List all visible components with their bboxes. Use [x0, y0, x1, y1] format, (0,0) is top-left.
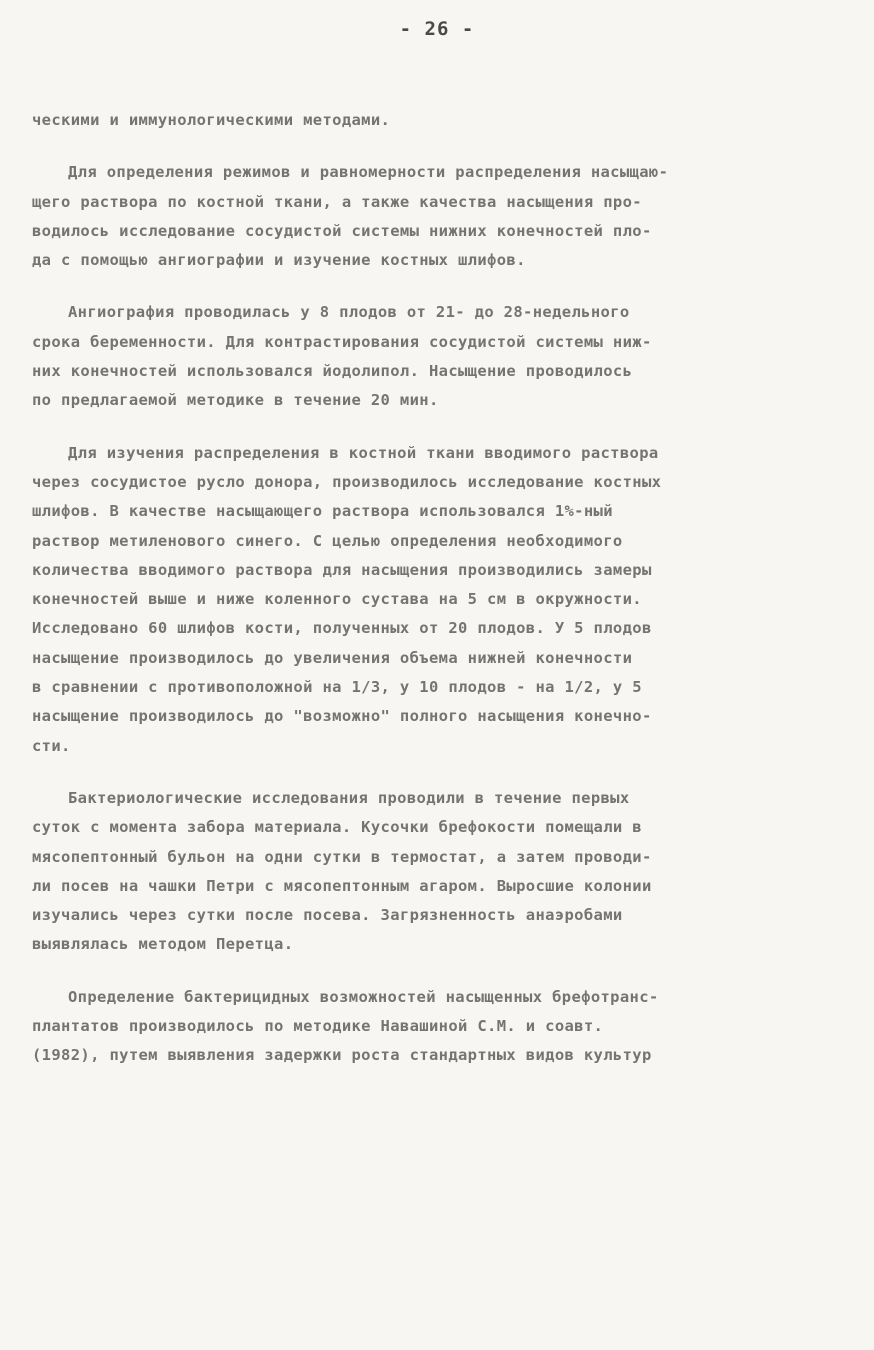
text-line: (1982), путем выявления задержки роста стандартных видов культур	[32, 1046, 652, 1065]
text-line: суток с момента забора материала. Кусочки брефокости помещали в	[32, 818, 642, 837]
text-line: шлифов. В качестве насыщающего раствора использовался 1%-ный	[32, 502, 613, 521]
text-line: насыщение производилось до увеличения объема нижней конечности	[32, 648, 633, 667]
text-line: водилось исследование сосудистой системы нижних конечностей пло-	[32, 221, 652, 240]
text-line: выявлялась методом Перетца.	[32, 935, 294, 954]
body-text	[32, 106, 852, 1071]
text-line: ческими и иммунологическими методами.	[32, 111, 391, 129]
page-number: - 26 -	[399, 18, 475, 40]
text-line: насыщение производилось до "возможно" полного насыщения конечно-	[32, 707, 652, 726]
paragraph-gap	[32, 135, 852, 158]
text-line: Ангиография проводилась у 8 плодов от 21- до 28-недельного	[68, 303, 630, 322]
paragraph-gap	[32, 275, 852, 298]
text-line: Бактериологические исследования проводили в течение первых	[68, 788, 630, 807]
text-line: да с помощью ангиографии и изучение костных шлифов.	[32, 251, 526, 270]
text-line: мясопептонный бульон на одни сутки в термостат, а затем проводи-	[32, 847, 652, 866]
text-line: конечностей выше и ниже коленного сустава на 5 см в окружности.	[32, 590, 642, 609]
text-line: Определение бактерицидных возможностей насыщенных брефотранс-	[68, 987, 659, 1006]
paragraph	[32, 106, 852, 135]
paragraph-gap	[32, 960, 852, 983]
paragraph-gap	[32, 416, 852, 439]
paragraph	[32, 983, 852, 1071]
text-line: них конечностей использовался йодолипол. Насыщение проводилось	[32, 362, 633, 381]
paragraph	[32, 784, 852, 960]
text-line: срока беременности. Для контрастирования сосудистой системы ниж-	[32, 332, 652, 351]
text-line: раствор метиленового синего. С целью определения необходимого	[32, 531, 623, 550]
text-line: в сравнении с противоположной на 1/3, у 10 плодов - на 1/2, у 5	[32, 678, 642, 697]
text-line: через сосудистое русло донора, производилось исследование костных	[32, 472, 662, 491]
paragraph	[32, 158, 852, 275]
text-line: количества вводимого раствора для насыщения производились замеры	[32, 560, 652, 579]
text-line: сти.	[32, 736, 71, 755]
text-line: изучались через сутки после посева. Загрязненность анаэробами	[32, 906, 623, 925]
text-line: щего раствора по костной ткани, а также качества насыщения про-	[32, 192, 642, 211]
paragraph-gap	[32, 761, 852, 784]
text-line: плантатов производилось по методике Навашиной С.М. и соавт.	[32, 1017, 604, 1036]
text-line: по предлагаемой методике в течение 20 мин.	[32, 391, 439, 410]
text-line: Для определения режимов и равномерности распределения насыщаю-	[68, 163, 669, 182]
text-line: ли посев на чашки Петри с мясопептонным агаром. Выросшие колонии	[32, 876, 652, 895]
text-line: Для изучения распределения в костной ткани вводимого раствора	[68, 443, 659, 462]
paragraph	[32, 298, 852, 415]
paragraph	[32, 439, 852, 761]
text-line: Исследовано 60 шлифов кости, полученных от 20 плодов. У 5 плодов	[32, 619, 652, 638]
